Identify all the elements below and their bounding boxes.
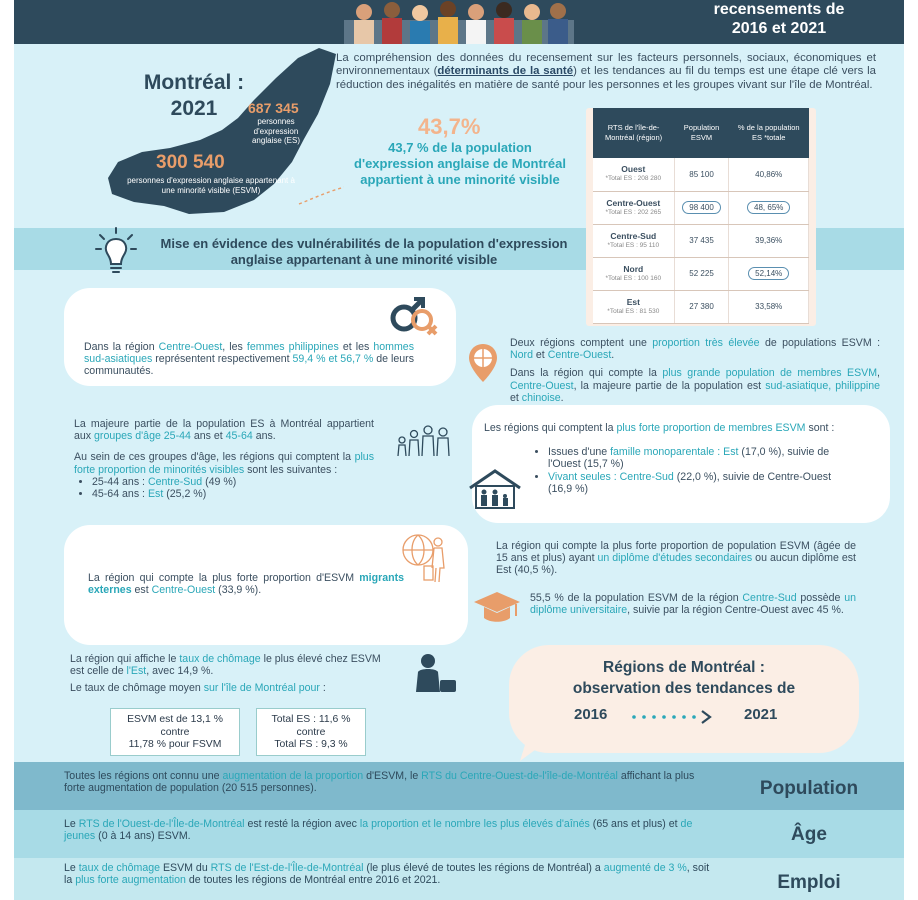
- trend-row-employment: Le taux de chômage ESVM du RTS de l'Est-de-l'Île-de-Montréal (le plus élevé de toutes les régions de Montréal) a augmenté de 3 %, soit la plus forte augmentation de toutes les régions de Montréal entre 2016 et 2021. Emploi: [14, 858, 904, 900]
- trend-row-label: Emploi: [777, 872, 841, 893]
- vulnerabilities-title: Mise en évidence des vulnérabilités de la population d'expression anglaise appartenant à une minorité visible: [160, 236, 568, 267]
- trends-years: [574, 706, 814, 726]
- region-population: 52 225: [674, 257, 729, 290]
- region-population: 85 100: [674, 158, 729, 191]
- determinants-link[interactable]: déterminants de la santé: [437, 65, 574, 78]
- region-percent-circled: 52,14%: [748, 267, 789, 280]
- list-item: • Issues d'une famille monoparentale : Est (17,0 %), suivie de l'Ouest (15,7 %): [548, 446, 854, 470]
- esvm-table-card: [586, 108, 816, 326]
- region-name: Centre-Ouest: [606, 197, 661, 208]
- trends-title: Régions de Montréal : observation des tendances de: [572, 659, 796, 697]
- region-name: Centre-Sud: [610, 230, 657, 241]
- count-es: 687 345: [248, 100, 299, 116]
- table-row: [593, 158, 809, 191]
- highlight-text: 43,7 % de la population d'expression anglaise de Montréal appartient à une minorité visible: [354, 140, 566, 187]
- unemployment-box-total: Total ES : 11,6 % contre Total FS : 9,3 %: [256, 708, 366, 756]
- region-percent: 39,36%: [729, 224, 809, 257]
- region-name: Ouest: [621, 164, 646, 175]
- trend-row-label: Âge: [791, 824, 827, 845]
- gender-symbols-icon: [382, 294, 442, 338]
- lightbulb-icon: [94, 225, 138, 277]
- education-text-2: 55,5 % de la population ESVM de la région Centre-Sud possède un diplôme universitaire, suivie par la région Centre-Ouest avec 45 %.: [530, 592, 856, 617]
- table-header-percent: % de la population ES *totale: [729, 108, 809, 158]
- regions-high-text: Deux régions comptent une proportion très élevée de populations ESVM : Nord et Centre-Ouest. Dans la région qui compte la plus grande population de membres ESVM, Centre-Ouest, la majeure partie de la population est sud-asiatique, philippine et chinoise.: [510, 337, 881, 404]
- table-row: [593, 191, 809, 224]
- trend-row-age: Le RTS de l'Ouest-de-l'Île-de-Montréal est resté la région avec la proportion et le nombre les plus élevés d'aînés (65 ans et plus) et de jeunes (0 à 14 ans) ESVM. Âge: [14, 810, 904, 858]
- table-row: [593, 224, 809, 257]
- region-population: 37 435: [674, 224, 729, 257]
- trends-year-from: 2016: [574, 706, 608, 723]
- table-row: [593, 290, 809, 323]
- age-groups-icon: [394, 422, 454, 458]
- unemployed-person-icon: [410, 652, 458, 692]
- education-text-1: La région qui compte la plus forte proportion de population ESVM (âgée de 15 ans et plus) ayant un diplôme d'études secondaires ou aucun diplôme est Est (40,5 %).: [496, 540, 857, 577]
- region-population-circled: 98 400: [682, 201, 720, 214]
- people-illustration: [344, 0, 574, 44]
- header-title: recensements de 2016 et 2021: [713, 1, 845, 37]
- intro-paragraph: La compréhension des données du recensement sur les facteurs personnels, sociaux, économiques et environnementaux (déterminants de la santé) et les tendances au fil du temps est une étape clé vers la réduction des inégalités en matière de santé pour les personnes et les groupes vivant sur l'île de Montréal.: [336, 52, 876, 91]
- list-item: • Vivant seules : Centre-Sud (22,0 %), suivie de Centre-Ouest (16,9 %): [548, 471, 854, 495]
- region-percent: 33,58%: [729, 290, 809, 323]
- migrants-text: La région qui compte la plus forte proportion d'ESVM migrants externes est Centre-Ouest (33,9 %).: [88, 572, 404, 597]
- unemployment-box-esvm: ESVM est de 13,1 % contre 11,78 % pour FSVM: [110, 708, 240, 756]
- age-text: La majeure partie de la population ES à Montréal appartient aux groupes d'âge 25-44 ans et 45-64 ans. Au sein de ces groupes d'âge, les régions qui comptent la plus forte proportion de minorités visibles sont les suivantes : • 25-44 ans : Centre-Sud (49 %) • 45-64 ans : Est (25,2 %): [74, 418, 374, 500]
- count-es-label: personnes d'expression anglaise (ES): [251, 117, 301, 145]
- speech-tail-shape: [520, 735, 550, 761]
- count-esvm-label: personnes d'expression anglaise appartenant à une minorité visible (ESVM): [127, 176, 295, 195]
- table-header-region: RTS de l'île-de-Montréal (région): [593, 108, 674, 158]
- region-percent-circled: 48, 65%: [747, 201, 790, 214]
- trends-year-to: 2021: [744, 706, 778, 723]
- map-city-title: Montréal : 2021: [143, 71, 245, 120]
- region-total: *Total ES : 100 160: [605, 274, 662, 282]
- trend-row-label: Population: [759, 778, 859, 799]
- region-percent: 40,86%: [729, 158, 809, 191]
- table-row: [593, 257, 809, 290]
- region-population: 27 380: [674, 290, 729, 323]
- count-esvm: 300 540: [156, 152, 225, 173]
- region-total: *Total ES : 208 280: [605, 175, 662, 183]
- region-name: Nord: [623, 263, 644, 274]
- family-text: Les régions qui comptent la plus forte proportion de membres ESVM sont : • Issues d'une famille monoparentale : Est (17,0 %), suivie de l'Ouest (15,7 %) • Vivant seules : Centre-Sud (22,0 %), suivie de Centre-Ouest (16,9 %): [484, 422, 854, 495]
- list-item: • 25-44 ans : Centre-Sud (49 %): [92, 476, 374, 488]
- region-total: *Total ES : 202 265: [605, 208, 662, 216]
- region-total: *Total ES : 81 530: [607, 307, 660, 315]
- infographic-page: [14, 0, 904, 900]
- trend-row-population: Toutes les régions ont connu une augmentation de la proportion d'ESVM, le RTS du Centre-Ouest-de-l'île-de-Montréal affichant la plus forte augmentation de population (20 515 personnes). Population: [14, 762, 904, 810]
- header-banner: [14, 0, 904, 44]
- region-name: Est: [626, 296, 640, 307]
- migrant-traveler-icon: [400, 530, 450, 584]
- highlight-percent: 43,7%: [418, 114, 481, 139]
- graduation-cap-icon: [472, 590, 522, 624]
- list-item: • 45-64 ans : Est (25,2 %): [92, 488, 374, 500]
- table-header-population: Population ESVM: [674, 108, 729, 158]
- dotted-arrow-icon: [630, 709, 720, 725]
- gender-text: Dans la région Centre-Ouest, les femmes philippines et les hommes sud-asiatiques représentent respectivement 59,4 % et 56,7 % de leurs communautés.: [84, 341, 414, 378]
- esvm-region-table: [593, 108, 809, 324]
- map-pin-icon: [466, 342, 500, 386]
- unemployment-text: La région qui affiche le taux de chômage le plus élevé chez ESVM est celle de l'Est, avec 14,9 %. Le taux de chômage moyen sur l'île de Montréal pour :: [70, 653, 381, 695]
- region-total: *Total ES : 95 110: [607, 241, 660, 249]
